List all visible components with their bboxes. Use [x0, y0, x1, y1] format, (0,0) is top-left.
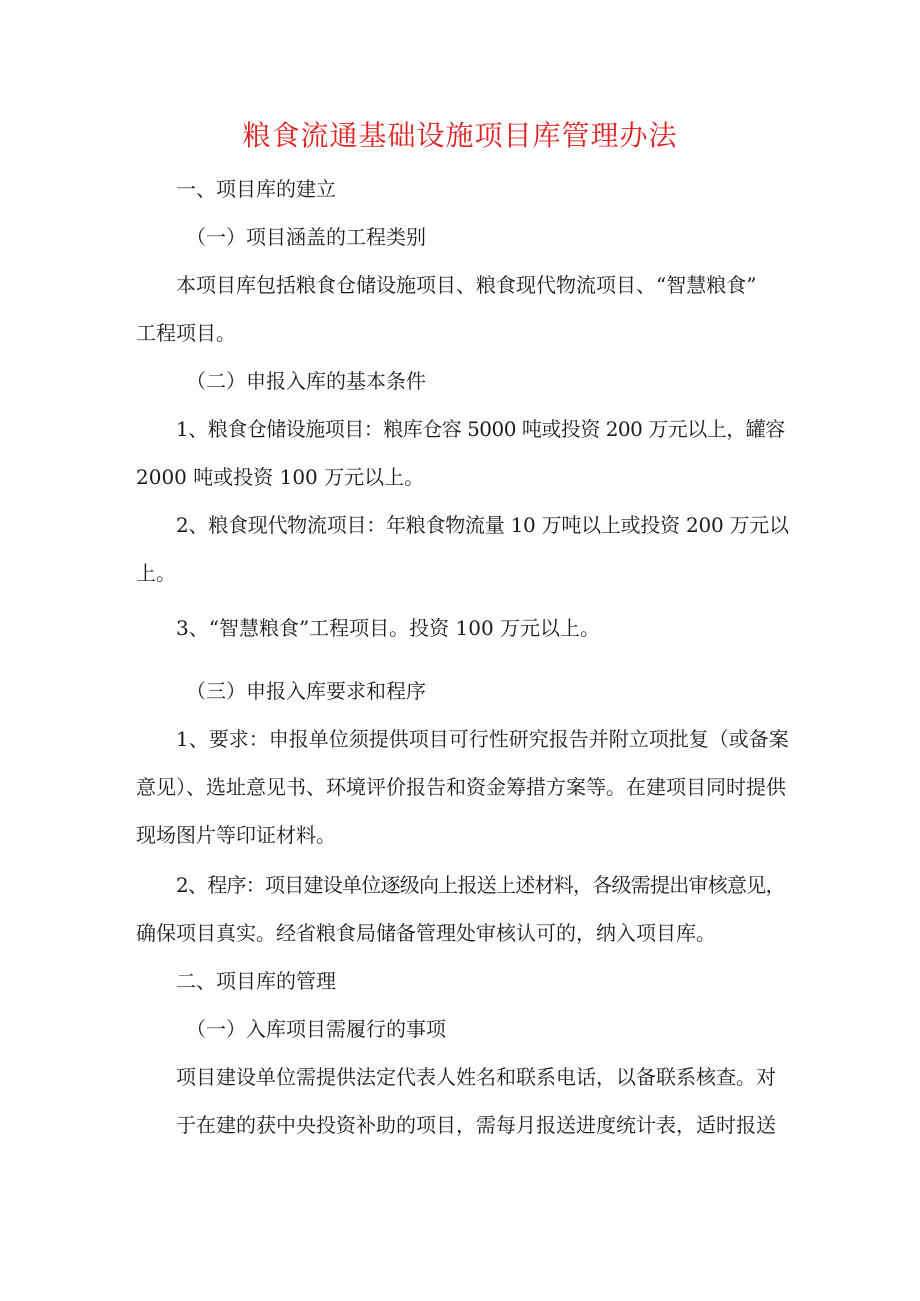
paragraph-line: 1、粮食仓储设施项目：粮库仓容 5000 吨或投资 200 万元以上，罐容 [176, 417, 785, 441]
subsection-heading-2-1: （一）入库项目需履行的事项 [186, 1017, 446, 1041]
section-heading-2: 二、项目库的管理 [176, 969, 336, 993]
paragraph-line: 项目建设单位需提供法定代表人姓名和联系电话，以备联系核查。对 [176, 1065, 776, 1089]
paragraph-line: 2、粮食现代物流项目：年粮食物流量 10 万吨以上或投资 200 万元以 [176, 513, 789, 537]
paragraph-line: 1、要求：申报单位须提供项目可行性研究报告并附立项批复（或备案 [176, 727, 789, 751]
paragraph-line: 2、程序：项目建设单位逐级向上报送上述材料，各级需提出审核意见， [176, 873, 785, 897]
paragraph-line: 于在建的获中央投资补助的项目，需每月报送进度统计表，适时报送 [176, 1113, 776, 1137]
paragraph-line: 3、“智慧粮食”工程项目。投资 100 万元以上。 [176, 616, 601, 640]
paragraph-line: 本项目库包括粮食仓储设施项目、粮食现代物流项目、“智慧粮食” [176, 273, 757, 297]
paragraph-line: 上。 [136, 561, 176, 585]
paragraph-line: 2000 吨或投资 100 万元以上。 [136, 465, 425, 489]
section-heading-1: 一、项目库的建立 [176, 177, 336, 201]
subsection-heading-1-2: （二）申报入库的基本条件 [186, 369, 426, 393]
paragraph-line: 意见）、选址意见书、环境评价报告和资金筹措方案等。在建项目同时提供 [136, 775, 786, 799]
paragraph-line: 工程项目。 [136, 321, 236, 345]
paragraph-line: 现场图片等印证材料。 [136, 823, 336, 847]
document-title: 粮食流通基础设施项目库管理办法 [242, 119, 678, 152]
subsection-heading-1-3: （三）申报入库要求和程序 [186, 679, 426, 703]
paragraph-line: 确保项目真实。经省粮食局储备管理处审核认可的，纳入项目库。 [136, 921, 716, 945]
subsection-heading-1-1: （一）项目涵盖的工程类别 [186, 225, 426, 249]
